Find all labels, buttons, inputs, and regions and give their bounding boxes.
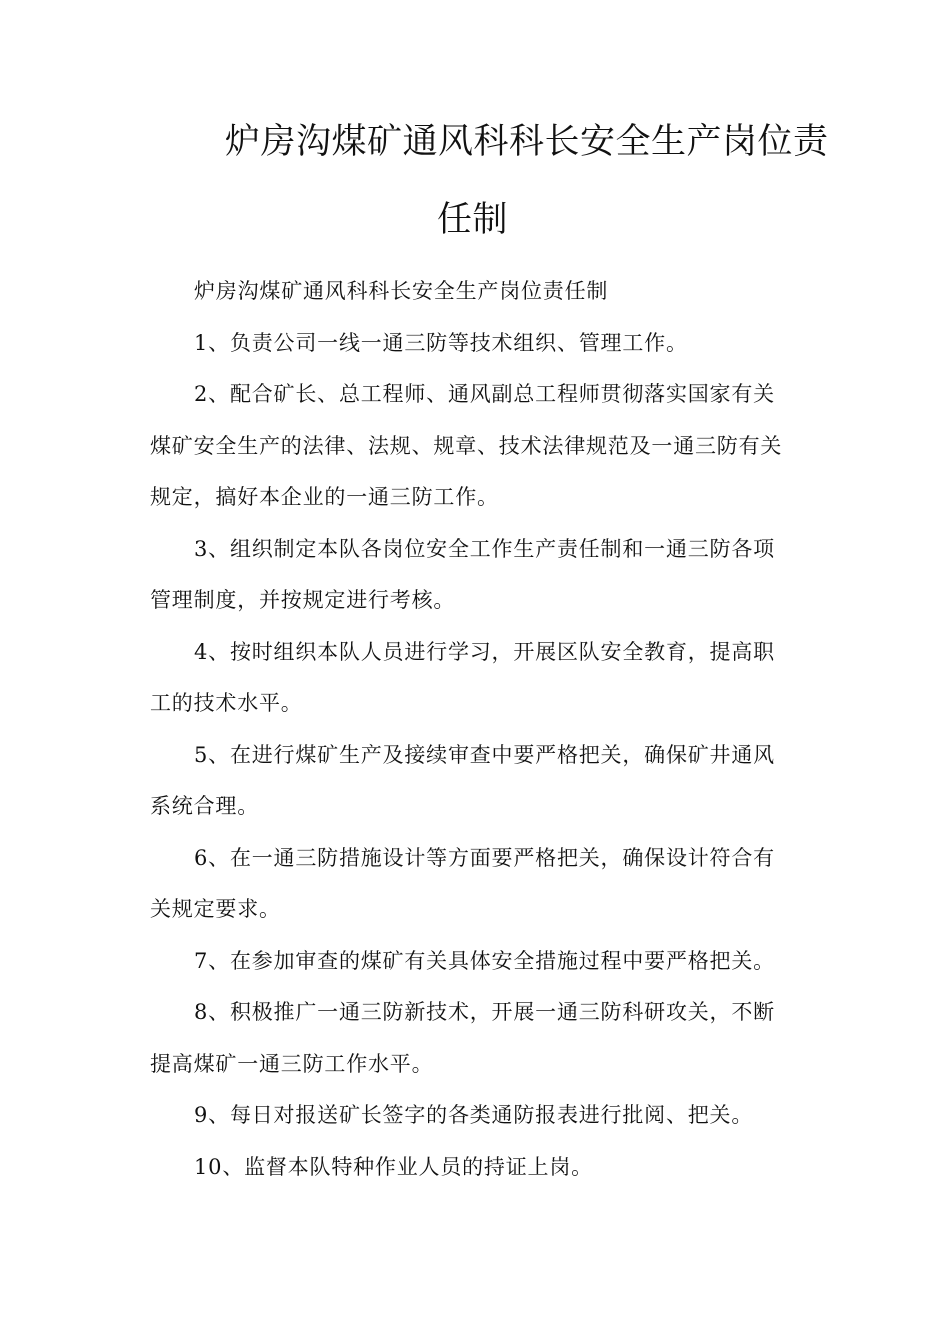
item-2-line-3: 规定，搞好本企业的一通三防工作。 bbox=[150, 485, 499, 509]
item-6-line-2: 关规定要求。 bbox=[150, 897, 281, 921]
document-title-line-2: 任制 bbox=[436, 200, 508, 240]
item-3-line-2: 管理制度，并按规定进行考核。 bbox=[150, 588, 456, 612]
item-4-line-1: 4、按时组织本队人员进行学习，开展区队安全教育，提高职 bbox=[194, 640, 775, 664]
item-1: 1、负责公司一线一通三防等技术组织、管理工作。 bbox=[194, 331, 688, 355]
item-5-line-2: 系统合理。 bbox=[150, 794, 259, 818]
item-5-line-1: 5、在进行煤矿生产及接续审查中要严格把关，确保矿井通风 bbox=[194, 743, 775, 767]
item-3-line-1: 3、组织制定本队各岗位安全工作生产责任制和一通三防各项 bbox=[194, 537, 775, 561]
item-7: 7、在参加审查的煤矿有关具体安全措施过程中要严格把关。 bbox=[194, 949, 775, 973]
item-9: 9、每日对报送矿长签字的各类通防报表进行批阅、把关。 bbox=[194, 1103, 754, 1127]
item-2-line-2: 煤矿安全生产的法律、法规、规章、技术法律规范及一通三防有关 bbox=[150, 434, 783, 458]
item-2-line-1: 2、配合矿长、总工程师、通风副总工程师贯彻落实国家有关 bbox=[194, 382, 775, 406]
item-6-line-1: 6、在一通三防措施设计等方面要严格把关，确保设计符合有 bbox=[194, 846, 775, 870]
document-subtitle: 炉房沟煤矿通风科科长安全生产岗位责任制 bbox=[194, 279, 609, 303]
item-8-line-1: 8、积极推广一通三防新技术，开展一通三防科研攻关，不断 bbox=[194, 1000, 775, 1024]
item-4-line-2: 工的技术水平。 bbox=[150, 691, 303, 715]
item-10: 10、监督本队特种作业人员的持证上岗。 bbox=[194, 1155, 593, 1179]
document-title-line-1: 炉房沟煤矿通风科科长安全生产岗位责 bbox=[225, 122, 829, 162]
item-8-line-2: 提高煤矿一通三防工作水平。 bbox=[150, 1052, 434, 1076]
